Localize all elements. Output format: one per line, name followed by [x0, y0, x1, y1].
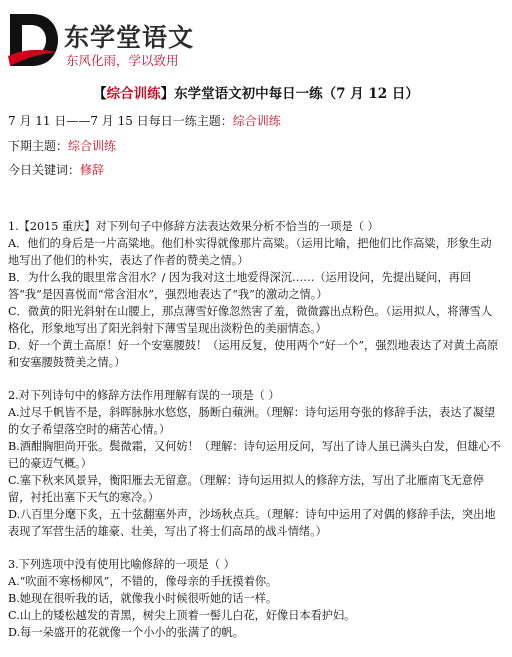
- keyword: 修辞: [80, 163, 105, 177]
- option-a: A.“吹面不寒杨柳风”，不错的，像母亲的手抚摸着你。: [8, 575, 278, 588]
- option-a: A.过尽千帆皆不是，斜晖脉脉水悠悠，肠断白蘋洲。（理解：诗句运用夸张的修辞手法，表达了凝望的女子希望落空时的痛苦心情。）: [8, 406, 496, 436]
- logo-name: 东学堂语文: [64, 23, 195, 52]
- page-title: [0, 82, 512, 102]
- next-theme-line: [8, 137, 116, 154]
- option-b: B．为什么我的眼里常含泪水？/ 因为我对这土地爱得深沉……（运用设问，先提出疑问，再回答“我”是因喜悦而“常含泪水”，强烈地表达了“我”的激动之情。）: [8, 271, 472, 301]
- title-rest: 东学堂语文初中每日一练（7 月 12 日）: [174, 86, 419, 102]
- keyword-label: 今日关键词：: [8, 163, 81, 177]
- week-theme: 综合训练: [232, 114, 281, 128]
- option-b: B.她现在很听我的话，就像我小时候很听她的话一样。: [8, 592, 278, 605]
- option-c: C.山上的矮松越发的青黑，树尖上顶着一髻儿白花，好像日本看护妇。: [8, 609, 356, 622]
- option-d: D.每一朵盛开的花就像一个小小的张满了的帆。: [8, 626, 244, 639]
- option-a: A．他们的身后是一片高粱地。他们朴实得就像那片高粱。（运用比喻，把他们比作高粱，形象生动地写出了他们的朴实，表达了作者的赞美之情。）: [8, 237, 492, 267]
- question-1: [8, 218, 502, 371]
- question-2: [8, 387, 502, 540]
- question-stem: 3.下列选项中没有使用比喻修辞的一项是（ ）: [8, 558, 235, 571]
- option-d: D.八百里分麾下炙，五十弦翻塞外声，沙场秋点兵。（理解：诗句中运用了对偶的修辞手法，突出地表现了军营生活的雄豪、壮美，写出了将士们高昂的战斗情绪。）: [8, 508, 496, 538]
- title-highlight: 综合训练: [106, 86, 161, 102]
- brand-logo: [6, 10, 306, 70]
- question-stem: 1.【2015 重庆】对下列句子中修辞方法表达效果分析不恰当的一项是（ ）: [8, 220, 379, 233]
- question-stem: 2.对下列诗句中的修辞方法作用理解有误的一项是（ ）: [8, 389, 280, 402]
- title-bracket-open: 【: [93, 86, 107, 102]
- option-b: B.酒酣胸胆尚开张。鬓微霜，又何妨！（理解：诗句运用反问，写出了诗人虽已满头白发，但雄心不已的豪迈气概。）: [8, 440, 501, 470]
- next-theme: 综合训练: [68, 139, 117, 153]
- option-c: C.塞下秋来风景异，衡阳雁去无留意。（理解：诗句运用拟人的修辞方法，写出了北雁南飞无意停留，衬托出塞下天气的寒冷。）: [8, 474, 484, 504]
- question-3: [8, 556, 502, 641]
- title-bracket-close: 】: [160, 86, 175, 102]
- week-theme-line: [8, 112, 281, 129]
- next-label: 下期主题：: [8, 139, 69, 153]
- week-label: 7 月 11 日——7 月 15 日每日一练主题：: [8, 114, 233, 128]
- option-c: C．微黄的阳光斜射在山腰上，那点薄雪好像忽然害了羞，微微露出点粉色。（运用拟人，将薄雪人格化，形象地写出了阳光斜射下薄雪呈现出淡粉色的美丽情态。）: [8, 305, 493, 335]
- logo-slogan: 东风化雨，学以致用: [66, 53, 179, 68]
- option-d: D．好一个黄土高原！好一个安塞腰鼓！（运用反复，使用两个“好一个”，强烈地表达了对黄土高原和安塞腰鼓赞美之情。）: [8, 339, 499, 369]
- keyword-line: [8, 161, 104, 178]
- question-list: [8, 218, 502, 657]
- logo-d-mark-icon: [6, 10, 62, 70]
